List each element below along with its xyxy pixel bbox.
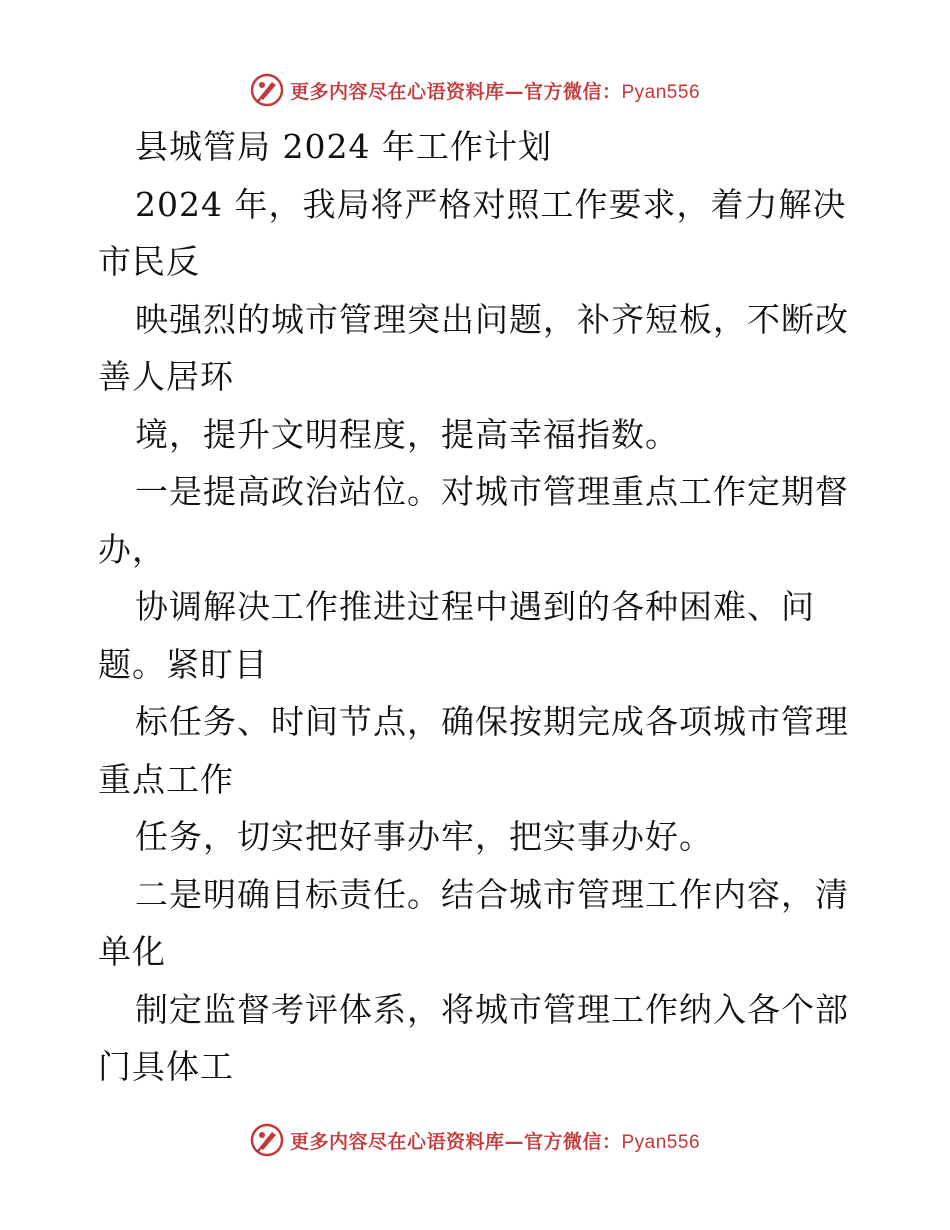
text-line: 任务，切实把好事办牢，把实事办好。 xyxy=(135,817,713,856)
footer-watermark xyxy=(0,1120,950,1160)
text-line: 制定监督考评体系，将城市管理工作纳入各个部 xyxy=(135,989,849,1029)
text-line: 境，提升文明程度，提高幸福指数。 xyxy=(135,414,679,454)
header-watermark xyxy=(0,70,950,110)
text-line: 2024 年，我局将严格对照工作要求，着力解决 xyxy=(135,184,847,224)
text-line: 题。紧盯目 xyxy=(98,644,268,684)
text-line: 映强烈的城市管理突出问题，补齐短板，不断改 xyxy=(135,299,849,339)
text-line: 标任务、时间节点，确保按期完成各项城市管理 xyxy=(135,702,849,741)
text-line: 市民反 xyxy=(98,242,200,281)
text-line: 二是明确目标责任。结合城市管理工作内容，清 xyxy=(135,874,849,914)
text-line: 门具体工 xyxy=(98,1047,234,1086)
pen-logo-icon xyxy=(250,1123,284,1157)
text-line: 善人居环 xyxy=(98,357,234,396)
watermark-text: 更多内容尽在心语资料库—官方微信：Pyan556 xyxy=(289,80,701,103)
text-line: 办， xyxy=(98,529,166,569)
text-line: 一是提高政治站位。对城市管理重点工作定期督 xyxy=(135,472,849,511)
pen-logo-icon xyxy=(250,73,284,107)
text-line: 单化 xyxy=(98,932,166,971)
watermark-text: 更多内容尽在心语资料库—官方微信：Pyan556 xyxy=(289,1130,701,1153)
text-line: 县城管局 2024 年工作计划 xyxy=(135,127,552,166)
text-line: 重点工作 xyxy=(98,759,234,799)
document-body xyxy=(98,118,878,1096)
text-line: 协调解决工作推进过程中遇到的各种困难、问 xyxy=(135,587,815,626)
